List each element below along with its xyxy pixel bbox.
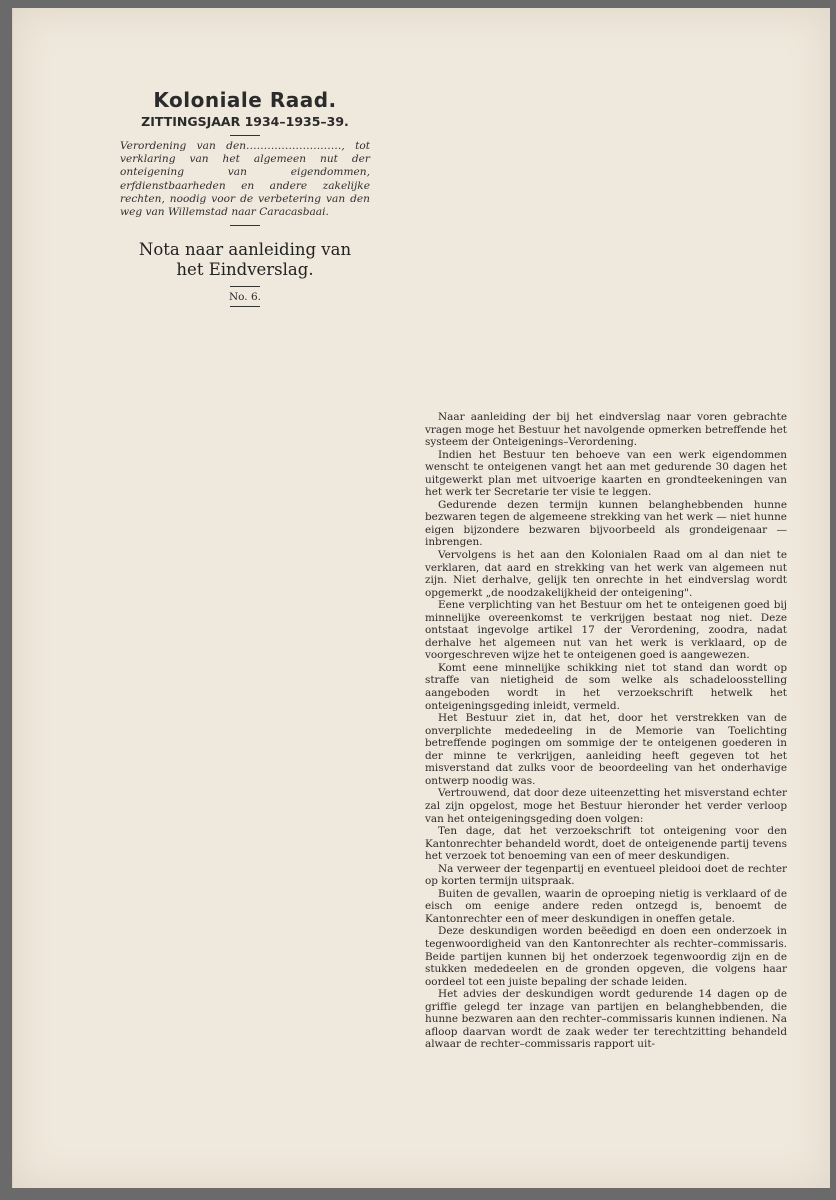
divider — [230, 286, 260, 287]
paragraph: Komt eene minnelijke schikking niet tot stand dan wordt op straffe van nietigheid de som welke als schadeloosstelling aangeboden wordt in het verzoekschrift hetwelk het onteigeningsgeding inleidt, vermeld. — [425, 661, 787, 712]
paragraph: Indien het Bestuur ten behoeve van een werk eigendommen wenscht te onteigenen vangt het aan met gedurende 30 dagen het uitgewerkt plan met uitvoerige kaarten en grondteekeningen van het werk ter Secretarie ter visie te leggen. — [425, 448, 787, 499]
paragraph: Deze deskundigen worden beëedigd en doen een onderzoek in tegenwoordigheid van den Kantonrechter als rechter–commissaris. Beide partijen kunnen bij het onderzoek tegenwoordig zijn en de stukken mededeelen en de gronden opgeven, die volgens haar oordeel tot een juiste bepaling der schade leiden. — [425, 925, 787, 988]
document-title — [120, 240, 370, 280]
ordinance-description: Verordening van den………………………, tot verklaring van het algemeen nut der onteigening van eigendommen, erfdienstbaarheden en andere zakelijke rechten, noodig voor de verbetering van den weg van Willemstad naar Caracasbaai. — [120, 140, 370, 219]
council-title: Koloniale Raad. — [153, 88, 337, 112]
paragraph: Na verweer der tegenpartij en eventueel pleidooi doet de rechter op korten termijn uitspraak. — [425, 862, 787, 888]
document-title-line: het Eindverslag. — [176, 260, 314, 280]
divider — [230, 306, 260, 307]
paragraph: Buiten de gevallen, waarin de oproeping nietig is verklaard of de eisch om eenige andere reden ontzegd is, benoemt de Kantonrechter een of meer deskundigen in oneffen getale. — [425, 887, 787, 925]
paragraph: Vertrouwend, dat door deze uiteenzetting het misverstand echter zal zijn opgelost, moge het Bestuur hieronder het verder verloop van het onteigeningsgeding doen volgen: — [425, 787, 787, 825]
document-header — [120, 88, 370, 307]
divider — [230, 225, 260, 226]
paragraph: Ten dage, dat het verzoekschrift tot onteigening voor den Kantonrechter behandeld wordt, doet de onteigenende partij tevens het verzoek tot benoeming van een of meer deskundigen. — [425, 825, 787, 863]
paragraph: Naar aanleiding der bij het eindverslag naar voren gebrachte vragen moge het Bestuur het navolgende opmerken betreffende het systeem der Onteigenings–Verordening. — [425, 411, 787, 449]
paragraph: Het advies der deskundigen wordt gedurende 14 dagen op de griffie gelegd ter inzage van partijen en belanghebbenden, die hunne bezwaren aan den rechter–commissaris kunnen indienen. Na afloop daarvan wordt de zaak weder ter terechtzitting behandeld alwaar de rechter–commissaris rapport uit- — [425, 988, 787, 1051]
session-year: ZITTINGSJAAR 1934–1935–39. — [141, 114, 349, 129]
document-title-line: Nota naar aanleiding van — [138, 240, 352, 260]
paragraph: Gedurende dezen termijn kunnen belanghebbenden hunne bezwaren tegen de algemeene strekking van het werk — niet hunne eigen bijzondere bezwaren bijvoorbeeld als grondeigenaar — inbrengen. — [425, 498, 787, 549]
document-page — [12, 8, 830, 1188]
paragraph: Het Bestuur ziet in, dat het, door het verstrekken van de onverplichte mededeeling in de Memorie van Toelichting betreffende pogingen om sommige der te onteigenen goederen in der minne te verkrijgen, aanleiding heeft gegeven tot het misverstand dat zulks voor de beoordeeling van het onderhavige ontwerp noodig was. — [425, 712, 787, 787]
body-text-column — [425, 411, 787, 1051]
paragraph: Eene verplichting van het Bestuur om het te onteigenen goed bij minnelijke overeenkomst te verkrijgen bestaat nog niet. Deze ontstaat ingevolge artikel 17 der Verordening, zoodra, nadat derhalve het algemeen nut van het werk is verklaard, op de voorgeschreven wijze het te onteigenen goed is aangewezen. — [425, 599, 787, 662]
document-number: No. 6. — [228, 291, 262, 304]
divider — [230, 135, 260, 136]
paragraph: Vervolgens is het aan den Kolonialen Raad om al dan niet te verklaren, dat aard en strekking van het werk van algemeen nut zijn. Niet derhalve, gelijk ten onrechte in het eindverslag wordt opgemerkt „de noodzakelijkheid der onteigening". — [425, 549, 787, 599]
